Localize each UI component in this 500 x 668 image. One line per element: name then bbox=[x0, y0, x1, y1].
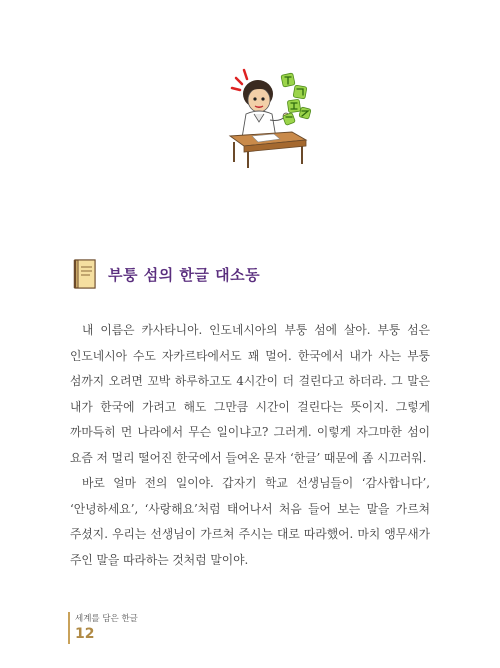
book-icon bbox=[72, 258, 98, 290]
paragraph-1: 내 이름은 카사타니아. 인도네시아의 부퉁 섬에 살아. 부퉁 섬은 인도네시아 수도 자카르타에서도 꽤 멀어. 한국에서 내가 사는 부퉁 섬까지 오려면 꼬박 하루하고도 4시간이 더 걸린다고 하더라. 그 말은 내가 한국에 가려고 해도 그만큼 시간이 걸린다는 뜻이지. 그렇게 까마득히 먼 나라에서 무슨 일이냐고? 그러게. 이렇게 자그마한 섬이 요즘 저 멀리 떨어진 한국에서 들여온 문자 ‘한글’ 때문에 좀 시끄러워. bbox=[70, 323, 430, 465]
page-number: 12 bbox=[75, 626, 95, 642]
girl-writing-icon bbox=[222, 62, 322, 172]
footer-accent-bar bbox=[68, 612, 70, 644]
paragraph-2: 바로 얼마 전의 일이야. 갑자기 학교 선생님들이 ‘감사합니다’, ‘안녕하세요’, ‘사랑해요’처럼 태어나서 처음 들어 보는 말을 가르쳐 주셨지. 우리는 선생님이 가르쳐 주시는 대로 따라했어. 마치 앵무새가 주인 말을 따라하는 것처럼 말이야. bbox=[70, 476, 430, 567]
body-text bbox=[70, 318, 430, 573]
sticker-text bbox=[282, 156, 284, 157]
section-title: 부퉁 섬의 한글 대소동 bbox=[108, 265, 261, 284]
illustration-girl-at-desk bbox=[222, 62, 322, 172]
footer-book-title: 세계를 담은 한글 bbox=[75, 614, 138, 624]
section-heading bbox=[72, 258, 260, 290]
